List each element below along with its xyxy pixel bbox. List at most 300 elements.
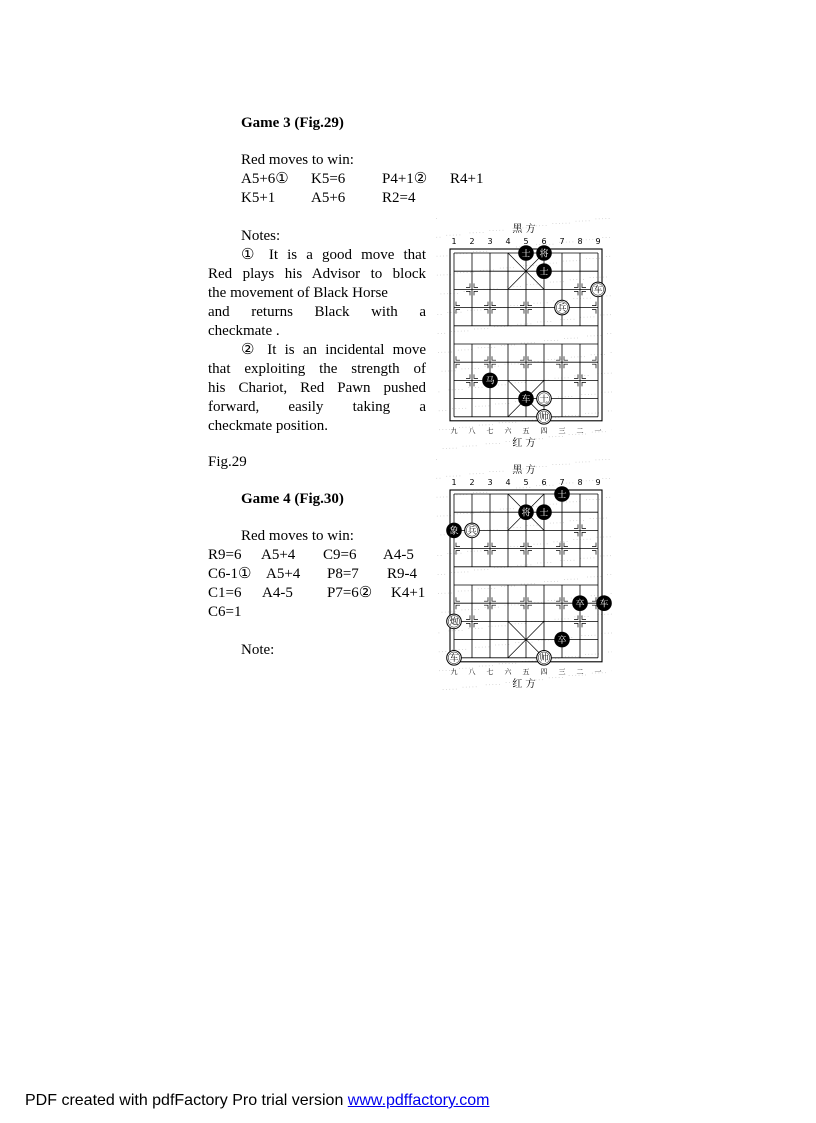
speckle <box>566 223 567 224</box>
speckle <box>510 305 511 306</box>
speckle <box>600 518 601 519</box>
speckle <box>468 349 469 350</box>
marker-stroke <box>484 605 488 609</box>
column-number: 1 <box>451 478 457 487</box>
speckle <box>587 577 588 578</box>
speckle <box>461 331 462 332</box>
speckle <box>556 504 557 505</box>
speckle <box>605 218 606 219</box>
speckle <box>552 464 553 465</box>
speckle <box>481 551 482 552</box>
speckle <box>438 333 439 334</box>
speckle <box>593 518 594 519</box>
speckle <box>446 448 447 449</box>
speckle <box>451 593 452 594</box>
speckle <box>539 244 540 245</box>
marker-stroke <box>466 291 470 295</box>
speckle <box>584 317 585 318</box>
speckle <box>534 544 535 545</box>
speckle <box>555 378 556 379</box>
speckle <box>446 670 447 671</box>
speckle <box>538 602 539 603</box>
speckle <box>583 279 584 280</box>
speckle <box>460 235 461 236</box>
column-number: 9 <box>595 478 601 487</box>
speckle <box>552 417 553 418</box>
speckle <box>475 647 476 648</box>
speckle <box>501 326 502 327</box>
marker-stroke <box>556 364 560 368</box>
move: K5+1 <box>241 190 276 206</box>
speckle <box>559 436 560 437</box>
speckle <box>444 333 445 334</box>
speckle <box>602 218 603 219</box>
piece-char: 帅 <box>539 654 549 665</box>
speckle <box>524 343 525 344</box>
speckle <box>474 570 475 571</box>
column-chinese: 三 <box>558 667 566 676</box>
speckle <box>517 286 518 287</box>
speckle <box>516 488 517 489</box>
speckle <box>455 389 456 390</box>
speckle <box>546 504 547 505</box>
speckle <box>588 635 589 636</box>
speckle <box>514 546 515 547</box>
speckle <box>580 558 581 559</box>
speckle <box>495 404 496 405</box>
speckle <box>581 394 582 395</box>
speckle <box>496 471 497 472</box>
column-chinese: 五 <box>522 426 530 435</box>
speckle <box>585 394 586 395</box>
speckle <box>527 565 528 566</box>
speckle <box>589 258 590 259</box>
speckle <box>609 478 610 479</box>
speckle <box>507 268 508 269</box>
speckle <box>460 476 461 477</box>
move: A4-5 <box>262 585 293 601</box>
speckle <box>523 265 524 266</box>
speckle <box>450 476 451 477</box>
xiangqi-board-fig30 <box>436 459 612 691</box>
speckle <box>590 317 591 318</box>
speckle <box>479 666 480 667</box>
speckle <box>456 476 457 477</box>
speckle <box>596 460 597 461</box>
speckle <box>581 356 582 357</box>
speckle <box>568 396 569 397</box>
speckle <box>479 232 480 233</box>
speckle <box>502 626 503 627</box>
speckle <box>558 378 559 379</box>
speckle <box>438 574 439 575</box>
speckle <box>584 558 585 559</box>
speckle <box>586 480 587 481</box>
speckle <box>574 560 575 561</box>
speckle <box>553 523 554 524</box>
speckle <box>496 684 497 685</box>
speckle <box>440 275 441 276</box>
column-number: 3 <box>487 237 493 246</box>
speckle <box>499 645 500 646</box>
speckle <box>446 235 447 236</box>
speckle <box>489 471 490 472</box>
speckle <box>542 679 543 680</box>
speckle <box>527 525 528 526</box>
pdffactory-link[interactable]: www.pdffactory.com <box>347 1092 490 1109</box>
speckle <box>607 537 608 538</box>
speckle <box>560 319 561 320</box>
move: A5+6 <box>311 190 346 206</box>
speckle <box>445 352 446 353</box>
speckle <box>521 584 522 585</box>
speckle <box>567 319 568 320</box>
speckle <box>583 539 584 540</box>
speckle <box>591 336 592 337</box>
note-1 <box>208 246 426 341</box>
speckle <box>558 417 559 418</box>
game4-intro: Red moves to win: <box>241 528 354 544</box>
speckle <box>478 570 479 571</box>
piece-char: 士 <box>539 508 549 519</box>
speckle <box>489 230 490 231</box>
speckle <box>478 368 479 369</box>
speckle <box>439 410 440 411</box>
move: P4+1② <box>382 171 428 187</box>
speckle <box>514 586 515 587</box>
speckle <box>579 221 580 222</box>
speckle <box>456 689 457 690</box>
speckle <box>593 258 594 259</box>
speckle <box>562 436 563 437</box>
board-fig30 <box>436 459 612 691</box>
column-number: 2 <box>469 237 475 246</box>
speckle <box>456 235 457 236</box>
speckle <box>521 343 522 344</box>
speckle <box>583 481 584 482</box>
speckle <box>445 371 446 372</box>
speckle <box>495 366 496 367</box>
speckle <box>532 642 533 643</box>
speckle <box>459 427 460 428</box>
speckle <box>500 509 501 510</box>
speckle <box>447 293 448 294</box>
speckle <box>526 487 527 488</box>
speckle <box>453 235 454 236</box>
notes-heading: Notes: <box>241 228 281 244</box>
speckle <box>570 319 571 320</box>
note-2 <box>208 341 426 436</box>
speckle <box>452 612 453 613</box>
speckle <box>467 272 468 273</box>
speckle <box>563 261 564 262</box>
speckle <box>445 593 446 594</box>
speckle <box>602 237 603 238</box>
speckle <box>584 356 585 357</box>
speckle <box>605 459 606 460</box>
speckle <box>495 626 496 627</box>
speckle <box>531 324 532 325</box>
speckle <box>443 497 444 498</box>
speckle <box>547 340 548 341</box>
speckle <box>563 522 564 523</box>
marker-stroke <box>564 543 568 547</box>
column-chinese: 七 <box>486 426 494 435</box>
marker-stroke <box>520 605 524 609</box>
speckle <box>604 373 605 374</box>
speckle <box>452 371 453 372</box>
speckle <box>502 385 503 386</box>
speckle <box>537 322 538 323</box>
speckle <box>458 591 459 592</box>
speckle <box>470 513 471 514</box>
speckle <box>607 333 608 334</box>
speckle <box>573 483 574 484</box>
piece-black <box>447 523 462 538</box>
speckle <box>462 668 463 669</box>
speckle <box>575 376 576 377</box>
speckle <box>487 511 488 512</box>
speckle <box>473 687 474 688</box>
speckle <box>570 502 571 503</box>
speckle <box>461 312 462 313</box>
marker-stroke <box>484 551 488 555</box>
speckle <box>474 329 475 330</box>
speckle <box>471 551 472 552</box>
speckle <box>573 242 574 243</box>
game3-move-row <box>241 189 501 208</box>
speckle <box>449 631 450 632</box>
speckle <box>513 267 514 268</box>
speckle <box>448 371 449 372</box>
speckle <box>554 581 555 582</box>
speckle <box>521 565 522 566</box>
piece-red <box>591 282 606 297</box>
speckle <box>457 553 458 554</box>
speckle <box>580 317 581 318</box>
speckle <box>444 516 445 517</box>
note-line: that exploiting the strength of <box>208 361 426 377</box>
speckle <box>521 382 522 383</box>
speckle <box>480 511 481 512</box>
speckle <box>589 220 590 221</box>
column-number: 1 <box>451 237 457 246</box>
speckle <box>579 462 580 463</box>
speckle <box>602 431 603 432</box>
column-chinese: 八 <box>468 667 476 676</box>
speckle <box>587 336 588 337</box>
speckle <box>467 310 468 311</box>
speckle <box>482 425 483 426</box>
marker-stroke <box>556 597 560 601</box>
speckle <box>593 277 594 278</box>
speckle <box>486 251 487 252</box>
speckle <box>464 331 465 332</box>
speckle <box>573 260 574 261</box>
speckle <box>509 663 510 664</box>
speckle <box>553 244 554 245</box>
speckle <box>564 579 565 580</box>
speckle <box>611 593 612 594</box>
marker-stroke <box>520 597 524 601</box>
speckle <box>530 265 531 266</box>
speckle <box>481 328 482 329</box>
marker-stroke <box>520 364 524 368</box>
speckle <box>457 293 458 294</box>
speckle <box>608 392 609 393</box>
speckle <box>481 347 482 348</box>
speckle <box>476 473 477 474</box>
speckle <box>601 595 602 596</box>
speckle <box>505 422 506 423</box>
marker-stroke <box>574 382 578 386</box>
speckle <box>496 230 497 231</box>
speckle <box>566 242 567 243</box>
speckle <box>468 368 469 369</box>
speckle <box>595 413 596 414</box>
speckle <box>440 478 441 479</box>
speckle <box>544 340 545 341</box>
speckle <box>610 295 611 296</box>
speckle <box>554 340 555 341</box>
speckle <box>511 345 512 346</box>
marker-stroke <box>582 615 586 619</box>
speckle <box>567 541 568 542</box>
speckle <box>467 513 468 514</box>
speckle <box>502 663 503 664</box>
speckle <box>610 555 611 556</box>
speckle <box>594 576 595 577</box>
piece-char: 将 <box>521 508 531 519</box>
column-chinese: 二 <box>576 667 584 676</box>
speckle <box>541 361 542 362</box>
move: C1=6 <box>208 585 242 601</box>
speckle <box>462 427 463 428</box>
speckle <box>463 253 464 254</box>
marker-stroke <box>574 623 578 627</box>
speckle <box>588 394 589 395</box>
speckle <box>450 235 451 236</box>
speckle <box>492 424 493 425</box>
speckle <box>462 389 463 390</box>
speckle <box>507 509 508 510</box>
speckle <box>517 324 518 325</box>
speckle <box>585 635 586 636</box>
speckle <box>542 225 543 226</box>
speckle <box>475 406 476 407</box>
speckle <box>461 553 462 554</box>
piece-black <box>573 596 588 611</box>
speckle <box>571 637 572 638</box>
speckle <box>483 232 484 233</box>
speckle <box>537 563 538 564</box>
marker-stroke <box>456 302 460 306</box>
piece-char: 士 <box>539 267 549 278</box>
speckle <box>533 506 534 507</box>
speckle <box>497 326 498 327</box>
speckle <box>481 310 482 311</box>
marker-stroke <box>574 283 578 287</box>
speckle <box>485 607 486 608</box>
speckle <box>505 663 506 664</box>
marker-stroke <box>466 623 470 627</box>
speckle <box>493 471 494 472</box>
speckle <box>451 312 452 313</box>
speckle <box>521 623 522 624</box>
speckle <box>608 373 609 374</box>
speckle <box>503 230 504 231</box>
piece-char: 车 <box>593 285 603 296</box>
speckle <box>595 635 596 636</box>
speckle <box>498 626 499 627</box>
speckle <box>611 392 612 393</box>
speckle <box>603 518 604 519</box>
speckle <box>557 340 558 341</box>
speckle <box>480 492 481 493</box>
speckle <box>498 607 499 608</box>
speckle <box>546 225 547 226</box>
speckle <box>476 445 477 446</box>
speckle <box>600 537 601 538</box>
speckle <box>480 270 481 271</box>
speckle <box>468 331 469 332</box>
speckle <box>441 555 442 556</box>
speckle <box>467 551 468 552</box>
speckle <box>483 511 484 512</box>
speckle <box>558 658 559 659</box>
speckle <box>483 251 484 252</box>
speckle <box>524 565 525 566</box>
speckle <box>569 483 570 484</box>
footer-text: PDF created with pdfFactory Pro trial version <box>25 1092 348 1109</box>
speckle <box>460 253 461 254</box>
speckle <box>473 232 474 233</box>
speckle <box>473 272 474 273</box>
speckle <box>600 277 601 278</box>
note-line: ① It is a good move that <box>241 247 426 263</box>
speckle <box>452 408 453 409</box>
speckle <box>515 382 516 383</box>
speckle <box>595 394 596 395</box>
speckle <box>591 635 592 636</box>
speckle <box>459 408 460 409</box>
speckle <box>443 689 444 690</box>
speckle <box>539 438 540 439</box>
speckle <box>501 345 502 346</box>
speckle <box>534 342 535 343</box>
speckle <box>594 317 595 318</box>
speckle <box>542 438 543 439</box>
speckle <box>572 434 573 435</box>
speckle <box>482 387 483 388</box>
piece-red <box>447 614 462 629</box>
speckle <box>500 268 501 269</box>
speckle <box>567 560 568 561</box>
speckle <box>592 413 593 414</box>
speckle <box>546 263 547 264</box>
speckle <box>586 499 587 500</box>
speckle <box>445 410 446 411</box>
speckle <box>534 303 535 304</box>
speckle <box>540 525 541 526</box>
speckle <box>588 375 589 376</box>
speckle <box>462 369 463 370</box>
speckle <box>439 670 440 671</box>
speckle <box>515 364 516 365</box>
speckle <box>499 684 500 685</box>
board-fig29 <box>436 218 612 450</box>
game3-move-row <box>241 170 501 189</box>
